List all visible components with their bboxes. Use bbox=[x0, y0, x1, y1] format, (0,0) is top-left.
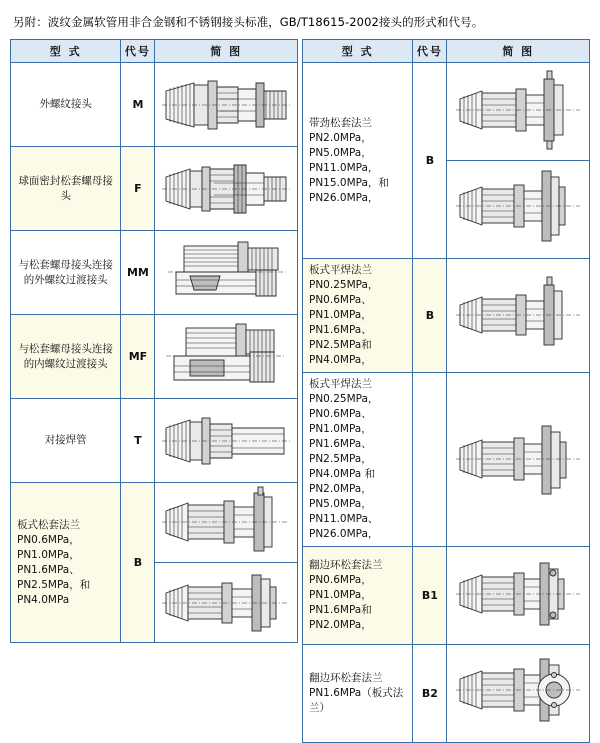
row-code: MM bbox=[121, 231, 155, 315]
header-code: 代号 bbox=[121, 40, 155, 63]
row-type: 与松套螺母接头连接的外螺纹过渡接头 bbox=[11, 231, 121, 315]
table-row bbox=[303, 63, 590, 259]
header-type: 型 式 bbox=[11, 40, 121, 63]
row-figure bbox=[447, 63, 590, 259]
row-figure bbox=[447, 259, 590, 373]
plate-loose-flange-alt-icon bbox=[155, 563, 297, 642]
spherical-seal-union-nut-icon bbox=[155, 153, 297, 225]
right-table bbox=[302, 39, 590, 743]
row-figure bbox=[447, 645, 590, 743]
row-code bbox=[413, 373, 447, 547]
table-row bbox=[303, 259, 590, 373]
table-row bbox=[11, 63, 298, 147]
row-type: 板式松套法兰 PN0.6MPa，PN1.0MPa，PN1.6MPa、PN2.5MPa，和PN4.0MPa bbox=[11, 483, 121, 643]
row-type: 球面密封松套螺母接头 bbox=[11, 147, 121, 231]
plate-loose-flange-icon bbox=[155, 483, 297, 563]
row-code: B1 bbox=[413, 547, 447, 645]
page-caption: 另附：波纹金属软管用非合金钢和不锈钢接头标准，GB/T18615-2002接头的形式和代号。 bbox=[13, 15, 484, 29]
header-figure: 简 图 bbox=[447, 40, 590, 63]
female-transition-adapter-icon bbox=[155, 320, 297, 394]
butt-weld-pipe-icon bbox=[155, 406, 297, 476]
row-code: B bbox=[413, 259, 447, 373]
row-figure bbox=[155, 147, 298, 231]
table-row bbox=[11, 483, 298, 643]
ribbed-loose-flange-icon bbox=[447, 63, 589, 161]
row-code: M bbox=[121, 63, 155, 147]
left-table bbox=[10, 39, 298, 643]
row-figure bbox=[155, 315, 298, 399]
lap-joint-flange-2-icon bbox=[447, 649, 589, 739]
row-figure bbox=[155, 399, 298, 483]
table-row bbox=[11, 147, 298, 231]
row-code: B bbox=[413, 63, 447, 259]
table-row bbox=[11, 231, 298, 315]
ribbed-loose-flange-alt-icon bbox=[447, 161, 589, 258]
tables-container bbox=[10, 39, 590, 743]
row-type: 板式平焊法兰 PN0.25MPa，PN0.6MPa、PN1.0MPa，PN1.6MPa、PN2.5MPa，PN4.0MPa 和PN2.0MPa，PN5.0MPa，PN11.0MPa、PN26.0MPa， bbox=[303, 373, 413, 547]
lap-joint-flange-icon bbox=[447, 551, 589, 641]
right-table-header-row bbox=[303, 40, 590, 63]
row-figure bbox=[155, 231, 298, 315]
table-row bbox=[11, 399, 298, 483]
header-type: 型 式 bbox=[303, 40, 413, 63]
row-type: 翻边环松套法兰 PN1.6MPa（板式法兰） bbox=[303, 645, 413, 743]
table-row bbox=[11, 315, 298, 399]
figure-stack bbox=[447, 63, 589, 258]
row-figure bbox=[447, 547, 590, 645]
left-table-header-row bbox=[11, 40, 298, 63]
row-type: 翻边环松套法兰 PN0.6MPa，PN1.0MPa，PN1.6MPa和PN2.0MPa， bbox=[303, 547, 413, 645]
male-transition-adapter-icon bbox=[155, 236, 297, 310]
figure-stack bbox=[155, 483, 297, 642]
row-type: 外螺纹接头 bbox=[11, 63, 121, 147]
row-code: B bbox=[121, 483, 155, 643]
row-figure bbox=[447, 373, 590, 547]
header-figure: 简 图 bbox=[155, 40, 298, 63]
row-figure bbox=[155, 63, 298, 147]
row-type: 板式平焊法兰 PN0.25MPa，PN0.6MPa、PN1.0MPa，PN1.6MPa、PN2.5MPa和PN4.0MPa， bbox=[303, 259, 413, 373]
row-code: T bbox=[121, 399, 155, 483]
row-type: 与松套螺母接头连接的内螺纹过渡接头 bbox=[11, 315, 121, 399]
table-row bbox=[303, 547, 590, 645]
row-code: B2 bbox=[413, 645, 447, 743]
row-type: 对接焊管 bbox=[11, 399, 121, 483]
row-code: MF bbox=[121, 315, 155, 399]
row-type: 带劲松套法兰 PN2.0MPa，PN5.0MPa，PN11.0MPa，PN15.0MPa，和PN26.0MPa， bbox=[303, 63, 413, 259]
threaded-male-connector-icon bbox=[155, 69, 297, 141]
table-row bbox=[303, 373, 590, 547]
header-code: 代号 bbox=[413, 40, 447, 63]
row-figure bbox=[155, 483, 298, 643]
table-row bbox=[303, 645, 590, 743]
plate-slip-on-flange-2-icon bbox=[447, 406, 589, 514]
plate-slip-on-flange-icon bbox=[447, 271, 589, 361]
row-code: F bbox=[121, 147, 155, 231]
